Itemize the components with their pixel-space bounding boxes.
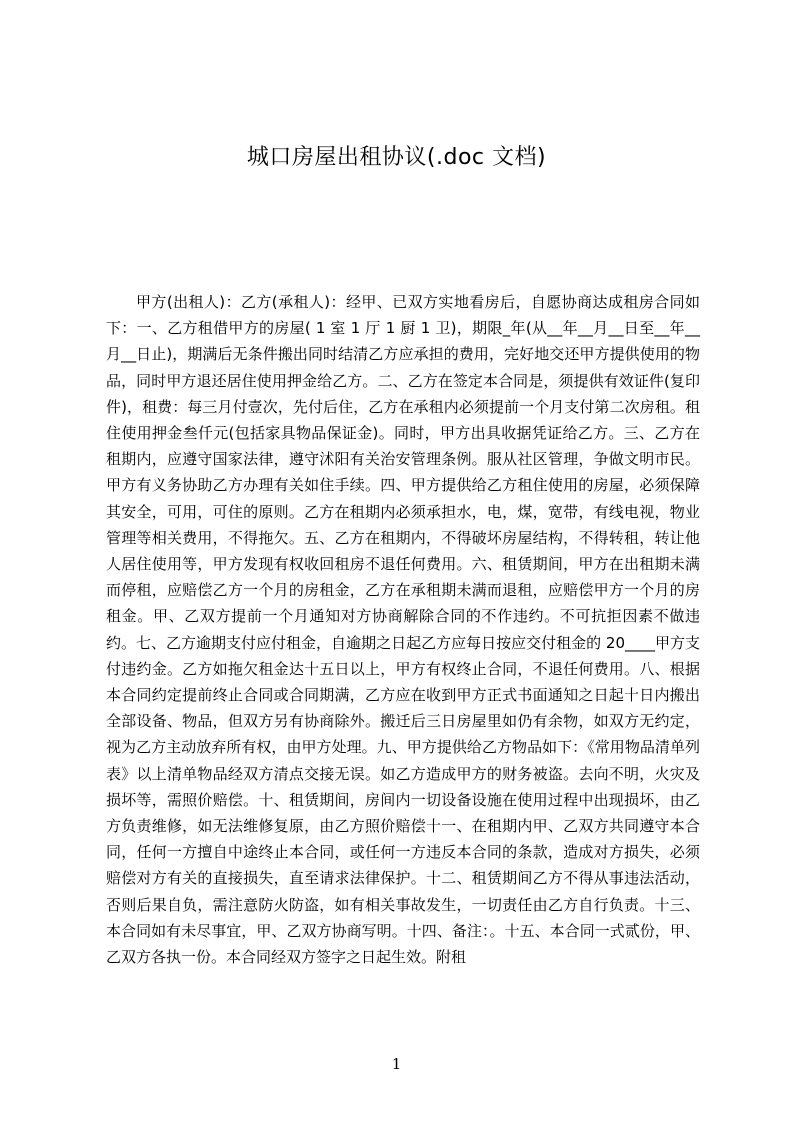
page-number: 1 (391, 1055, 402, 1073)
document-body-paragraph: 甲方(出租人)：乙方(承租人)：经甲、已双方实地看房后，自愿协商达成租房合同如下：一、乙方租借甲方的房屋( 1 室 1 厅 1 厨 1 卫)，期限_年(从__年__月__日至__年__月__日止)，期满后无条件搬出同时结清乙方应承担的费用，完好地交还甲方提供使用的物品，同时甲方退还居住使用押金给乙方。二、乙方在签定本合同是，须提供有效证件(复印件)，租费：每三月付壹次，先付后住，乙方在承租内必须提前一个月支付第二次房租。租住使用押金叁仟元(包括家具物品保证金)。同时，甲方出具收据凭证给乙方。三、乙方在租期内，应遵守国家法律，遵守沭阳有关治安管理条例。服从社区管理，争做文明市民。甲方有义务协助乙方办理有关如住手续。四、甲方提供给乙方租住使用的房屋，必须保障其安全，可用，可住的原则。乙方在租期内必须承担水，电，煤，宽带，有线电视，物业管理等相关费用，不得拖欠。五、乙方在租期内，不得破坏房屋结构，不得转租，转让他人居住使用等，甲方发现有权收回租房不退任何费用。六、租赁期间，甲方在出租期未满而停租，应赔偿乙方一个月的房租金，乙方在承租期未满而退租，应赔偿甲方一个月的房租金。甲、乙双方提前一个月通知对方协商解除合同的不作违约。不可抗拒因素不做违约。七、乙方逾期支付应付租金，自逾期之日起乙方应每日按应交付租金的 20____甲方支付违约金。乙方如拖欠租金达十五日以上，甲方有权终止合同，不退任何费用。八、根据本合同约定提前终止合同或合同期满，乙方应在收到甲方正式书面通知之日起十日内搬出全部设备、物品，但双方另有协商除外。搬迁后三日房屋里如仍有余物，如双方无约定，视为乙方主动放弃所有权，由甲方处理。九、甲方提供给乙方物品如下：《常用物品清单列表》以上清单物品经双方清点交接无误。如乙方造成甲方的财务被盗。去向不明，火灾及损坏等，需照价赔偿。十、租赁期间，房间内一切设备设施在使用过程中出现损坏，由乙方负责维修，如无法维修复原，由乙方照价赔偿十一、在租期内甲、乙双方共同遵守本合同，任何一方擅自中途终止本合同，或任何一方违反本合同的条款，造成对方损失，必须赔偿对方有关的直接损失，直至请求法律保护。十二、租赁期间乙方不得从事违法活动，否则后果自负，需注意防火防盗，如有相关事故发生，一切责任由乙方自行负责。十三、本合同如有未尽事宜，甲、乙双方协商写明。十四、备注：。十五、本合同一式贰份，甲、乙双方各执一份。本合同经双方签字之日起生效。附租 (106, 293, 700, 967)
document-title: 城口房屋出租协议(.doc 文档) (246, 145, 547, 170)
